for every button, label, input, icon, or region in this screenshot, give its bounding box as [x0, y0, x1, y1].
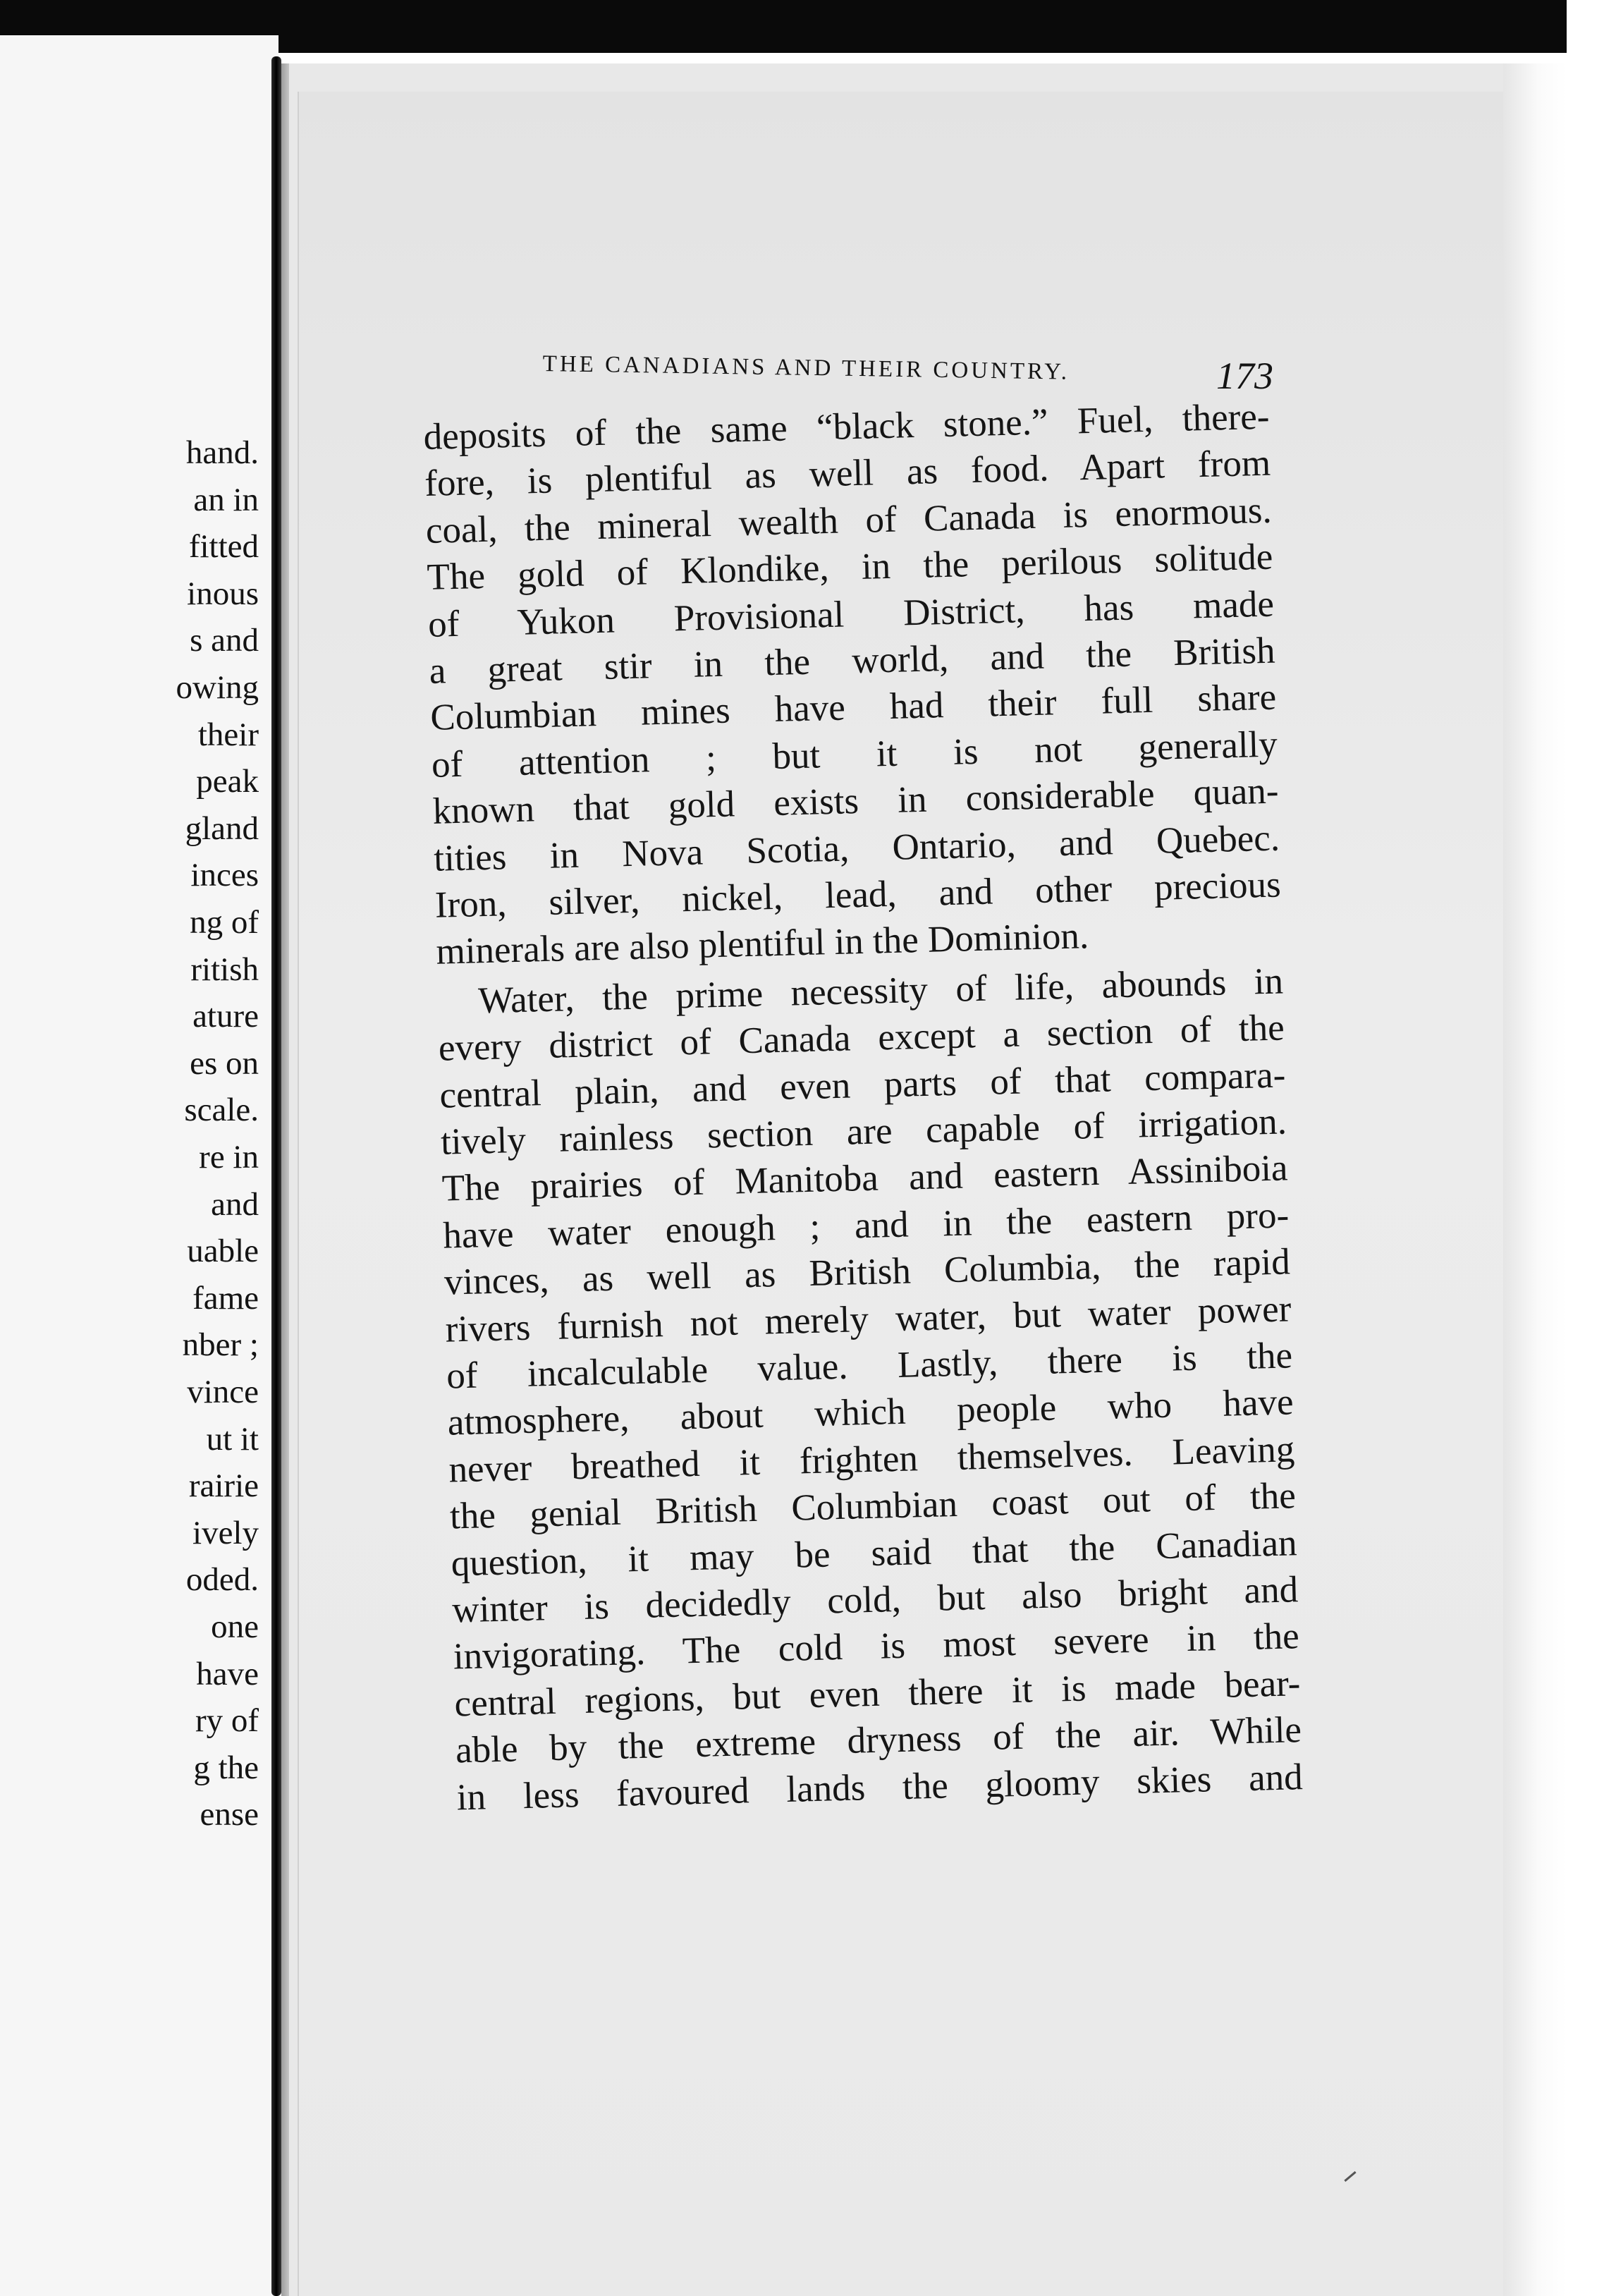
- paragraph-2-line: central regions, but even there it is made bear-: [453, 1662, 1301, 1725]
- left-page-line: hand.: [185, 434, 259, 471]
- paragraph-1-line: minerals are also plentiful in the Dominion.: [435, 915, 1089, 973]
- left-page-line: ry of: [195, 1702, 259, 1740]
- paragraph-1-line: coal, the mineral wealth of Canada is enormous.: [425, 489, 1273, 551]
- paragraph-2-line: every district of Canada except a section of the: [438, 1007, 1285, 1069]
- scanner-border-right: [1567, 0, 1616, 2296]
- paragraph-2-line: the genial British Columbian coast out of the: [449, 1475, 1297, 1537]
- left-page-line: re in: [199, 1139, 259, 1176]
- left-page-line: inous: [187, 575, 259, 612]
- left-page-line: peak: [196, 763, 259, 800]
- paragraph-1-line: The gold of Klondike, in the perilous solitude: [426, 536, 1273, 599]
- paragraph-2-line: Water, the prime necessity of life, abounds in: [477, 960, 1284, 1022]
- left-page-line: and: [211, 1185, 259, 1223]
- left-page-line: fame: [192, 1279, 259, 1317]
- book-gutter: [271, 56, 281, 2296]
- paragraph-2-line: tively rainless section are capable of irrigation.: [440, 1101, 1287, 1163]
- paragraph-1-line: tities in Nova Scotia, Ontario, and Quebec.: [433, 817, 1280, 879]
- paragraph-2-line: able by the extreme dryness of the air. While: [455, 1709, 1302, 1771]
- left-page-line: vince: [187, 1374, 259, 1410]
- left-page-line: gland: [185, 810, 259, 847]
- paragraph-1-line: known that gold exists in considerable quan-: [432, 770, 1280, 833]
- page-number: 173: [1216, 355, 1273, 397]
- paragraph-2-line: question, it may be said that the Canadian: [451, 1522, 1298, 1584]
- left-page-line: ut it: [206, 1420, 259, 1458]
- left-page-line: nber ;: [182, 1326, 259, 1364]
- paragraph-2-line: vinces, as well as British Columbia, the rapid: [443, 1241, 1291, 1303]
- left-page-line: one: [211, 1608, 259, 1645]
- left-page-line: their: [197, 716, 259, 753]
- left-page-line: g the: [193, 1749, 259, 1786]
- running-head: THE CANADIANS AND THEIR COUNTRY.: [542, 351, 1070, 385]
- paragraph-2-line: invigorating. The cold is most severe in the: [453, 1616, 1300, 1678]
- left-page-line: uable: [187, 1233, 259, 1270]
- left-page-line: owing: [176, 669, 259, 706]
- paragraph-1-line: of attention ; but it is not generally: [431, 723, 1278, 786]
- paragraph-2-line: winter is decidedly cold, but also bright and: [451, 1569, 1299, 1631]
- left-page-fragment: [0, 35, 278, 2296]
- left-page-line: fitted: [188, 528, 259, 566]
- paragraph-2-line: in less favoured lands the gloomy skies and: [456, 1756, 1304, 1819]
- left-page-line: an in: [193, 481, 259, 518]
- left-page-line: ively: [192, 1514, 259, 1551]
- paragraph-2-line: central plain, and even parts of that compara-: [439, 1054, 1286, 1116]
- paragraph-2-line: have water enough ; and in the eastern pro-: [442, 1195, 1290, 1257]
- left-page-line: have: [196, 1655, 259, 1692]
- left-page-line: oded.: [185, 1561, 259, 1599]
- left-page-line: ature: [192, 998, 259, 1035]
- left-page-line: rairie: [188, 1467, 259, 1505]
- page-edge: [1503, 63, 1567, 2296]
- paragraph-1-line: Iron, silver, nickel, lead, and other precious: [434, 864, 1282, 926]
- left-page-line: s and: [190, 622, 259, 659]
- paragraph-2-line: The prairies of Manitoba and eastern Assiniboia: [441, 1147, 1289, 1210]
- left-page-line: ritish: [190, 951, 259, 988]
- left-page-line: ng of: [190, 904, 259, 941]
- paragraph-2-line: rivers furnish not merely water, but water power: [444, 1288, 1292, 1350]
- paragraph-1-line: a great stir in the world, and the British: [429, 630, 1276, 692]
- paragraph-2-line: never breathed it frighten themselves. Leaving: [448, 1429, 1295, 1491]
- left-page-line: ense: [200, 1796, 259, 1833]
- paragraph-1-line: Columbian mines have had their full share: [429, 676, 1277, 739]
- left-page-line: scale.: [184, 1092, 259, 1129]
- paragraph-1-line: deposits of the same “black stone.” Fuel, there-: [423, 396, 1271, 458]
- left-page-line: inces: [190, 857, 259, 894]
- paragraph-1-line: fore, is plentiful as well as food. Apart from: [424, 443, 1271, 505]
- paragraph-2-line: atmosphere, about which people who have: [447, 1381, 1294, 1443]
- left-page-line: es on: [190, 1044, 259, 1082]
- paragraph-1-line: of Yukon Provisional District, has made: [427, 583, 1275, 645]
- paragraph-2-line: of incalculable value. Lastly, there is the: [446, 1335, 1293, 1397]
